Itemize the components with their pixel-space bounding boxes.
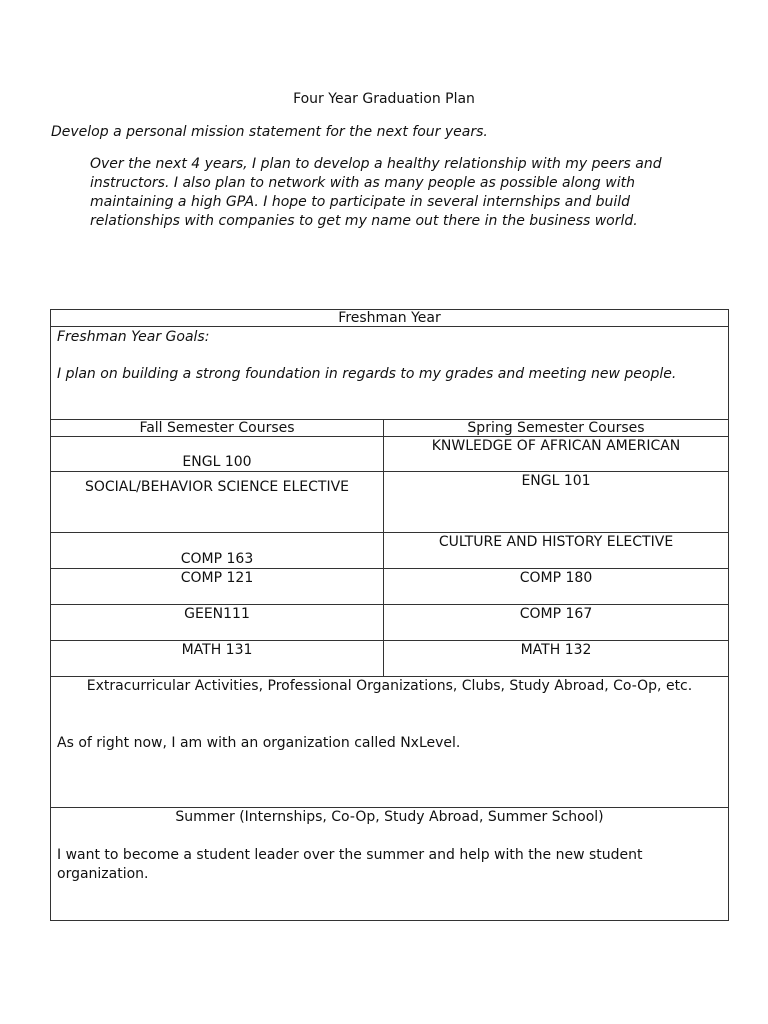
- goals-text: I plan on building a strong foundation in regards to my grades and meeting new people.: [57, 366, 677, 382]
- course-row: [51, 437, 729, 472]
- course-row: [51, 605, 729, 641]
- goals-label: Freshman Year Goals:: [57, 329, 210, 345]
- spring-course: KNWLEDGE OF AFRICAN AMERICAN: [384, 437, 729, 472]
- mission-statement: Over the next 4 years, I plan to develop a healthy relationship with my peers and instructors. I also plan to network with as many people as possible along with maintaining a high GPA. I hope to participate in several internships and build relationships with companies to get my name out there in the business world.: [90, 156, 662, 229]
- spring-course: COMP 180: [384, 569, 729, 605]
- document-title: Four Year Graduation Plan: [293, 91, 475, 107]
- fall-course: SOCIAL/BEHAVIOR SCIENCE ELECTIVE: [51, 472, 384, 533]
- year-label: Freshman Year: [51, 310, 729, 327]
- course-row: [51, 533, 729, 569]
- course-row: [51, 641, 729, 677]
- spring-course: ENGL 101: [384, 472, 729, 533]
- fall-course: COMP 163: [51, 533, 384, 569]
- spring-course: COMP 167: [384, 605, 729, 641]
- spring-course: CULTURE AND HISTORY ELECTIVE: [384, 533, 729, 569]
- mission-prompt: Develop a personal mission statement for the next four years.: [51, 124, 488, 140]
- fall-course: ENGL 100: [51, 437, 384, 472]
- extracurricular-text: As of right now, I am with an organization called NxLevel.: [57, 735, 461, 751]
- extracurricular-header: Extracurricular Activities, Professional Organizations, Clubs, Study Abroad, Co-Op, etc.: [86, 678, 693, 694]
- course-row: [51, 472, 729, 533]
- fall-course: MATH 131: [51, 641, 384, 677]
- extracurricular-cell: [51, 677, 729, 808]
- summer-header: Summer (Internships, Co-Op, Study Abroad, Summer School): [175, 809, 604, 825]
- fall-semester-header: Fall Semester Courses: [51, 420, 384, 437]
- fall-course: COMP 121: [51, 569, 384, 605]
- spring-semester-header: Spring Semester Courses: [384, 420, 729, 437]
- goals-cell: [51, 327, 729, 420]
- fall-course: GEEN111: [51, 605, 384, 641]
- summer-text: I want to become a student leader over the summer and help with the new student organization.: [57, 847, 643, 882]
- course-row: [51, 569, 729, 605]
- spring-course: MATH 132: [384, 641, 729, 677]
- summer-cell: [51, 808, 729, 921]
- freshman-plan-table: [50, 309, 729, 921]
